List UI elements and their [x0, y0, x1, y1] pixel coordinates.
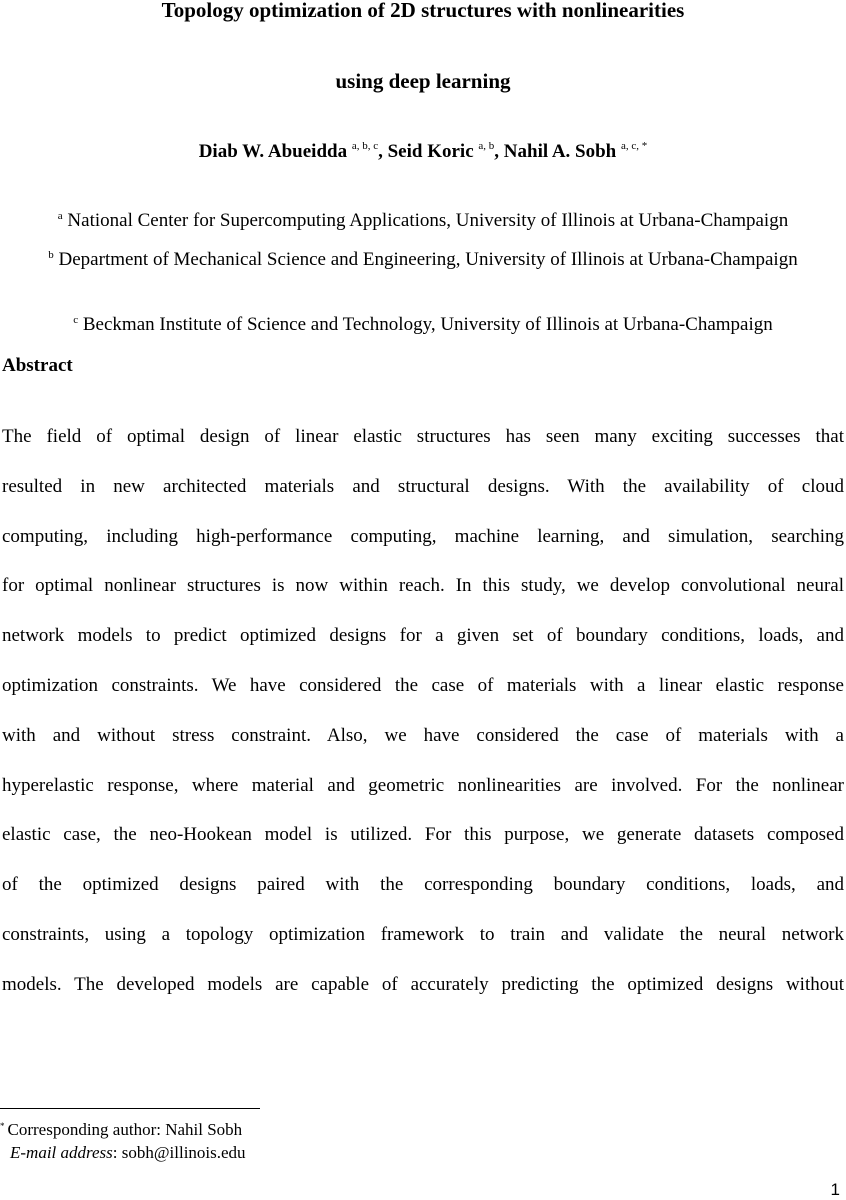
author-name: Seid Koric [387, 141, 474, 162]
affiliation-text: National Center for Supercomputing Applications, University of Illinois at Urbana-Champaign [67, 210, 789, 231]
abstract-line: of the optimized designs paired with the corresponding boundary conditions, loads, and [2, 874, 844, 896]
abstract-heading: Abstract [2, 355, 73, 376]
paper-title-line-2: using deep learning [335, 69, 511, 93]
paper-title-line-1: Topology optimization of 2D structures with nonlinearities [161, 0, 685, 22]
author-affiliation-marks: a, b [478, 140, 495, 152]
abstract-line: with and without stress constraint. Also, we have considered the case of materials with a [2, 724, 844, 746]
affiliation-b [40, 243, 806, 272]
author-affiliation-marks: a, c, * [621, 140, 648, 152]
footnote-corresponding-text: Corresponding author: Nahil Sobh [7, 1120, 243, 1139]
abstract-line: for optimal nonlinear structures is now within reach. In this study, we develop convolutional neural [2, 575, 844, 597]
abstract-line: elastic case, the neo-Hookean model is utilized. For this purpose, we generate datasets composed [2, 824, 844, 846]
abstract-line: resulted in new architected materials and structural designs. With the availability of cloud [2, 475, 844, 497]
page-number: 1 [830, 1180, 840, 1199]
abstract-line: The field of optimal design of linear elastic structures has seen many exciting successes that [2, 426, 844, 447]
author-list [0, 140, 846, 163]
abstract-line: computing, including high-performance computing, machine learning, and simulation, searching [2, 525, 844, 547]
abstract-line: hyperelastic response, where material and geometric nonlinearities are involved. For the nonlinear [2, 774, 844, 796]
footnote-mark: * [0, 1121, 5, 1131]
abstract-line: models. The developed models are capable of accurately predicting the optimized designs without [2, 973, 844, 995]
author-separator: , [494, 141, 504, 162]
affiliation-c [0, 308, 846, 337]
author-affiliation-marks: a, b, c [351, 140, 379, 152]
affiliation-a [0, 204, 846, 233]
author-name: Diab W. Abueidda [198, 141, 348, 162]
abstract-line: optimization constraints. We have considered the case of materials with a linear elastic response [2, 674, 844, 696]
affiliation-mark: a [57, 210, 63, 222]
affiliation-text: Beckman Institute of Science and Technology, University of Illinois at Urbana-Champaign [82, 314, 773, 335]
affiliation-text: Department of Mechanical Science and Engineering, University of Illinois at Urbana-Champaign [58, 249, 798, 270]
abstract-line: constraints, using a topology optimization framework to train and validate the neural network [2, 923, 844, 945]
abstract-line: network models to predict optimized designs for a given set of boundary conditions, loads, and [2, 625, 844, 647]
footnote-corresponding-author [0, 1120, 242, 1140]
abstract-body [2, 412, 844, 1010]
affiliation-mark: c [73, 314, 79, 326]
footnote-divider [0, 1108, 260, 1109]
email-label: E-mail address [10, 1143, 113, 1162]
affiliation-mark: b [48, 249, 54, 261]
email-address: : sobh@illinois.edu [112, 1143, 246, 1162]
author-separator: , [378, 141, 388, 162]
author-name: Nahil A. Sobh [503, 141, 617, 162]
footnote-email [10, 1143, 246, 1163]
